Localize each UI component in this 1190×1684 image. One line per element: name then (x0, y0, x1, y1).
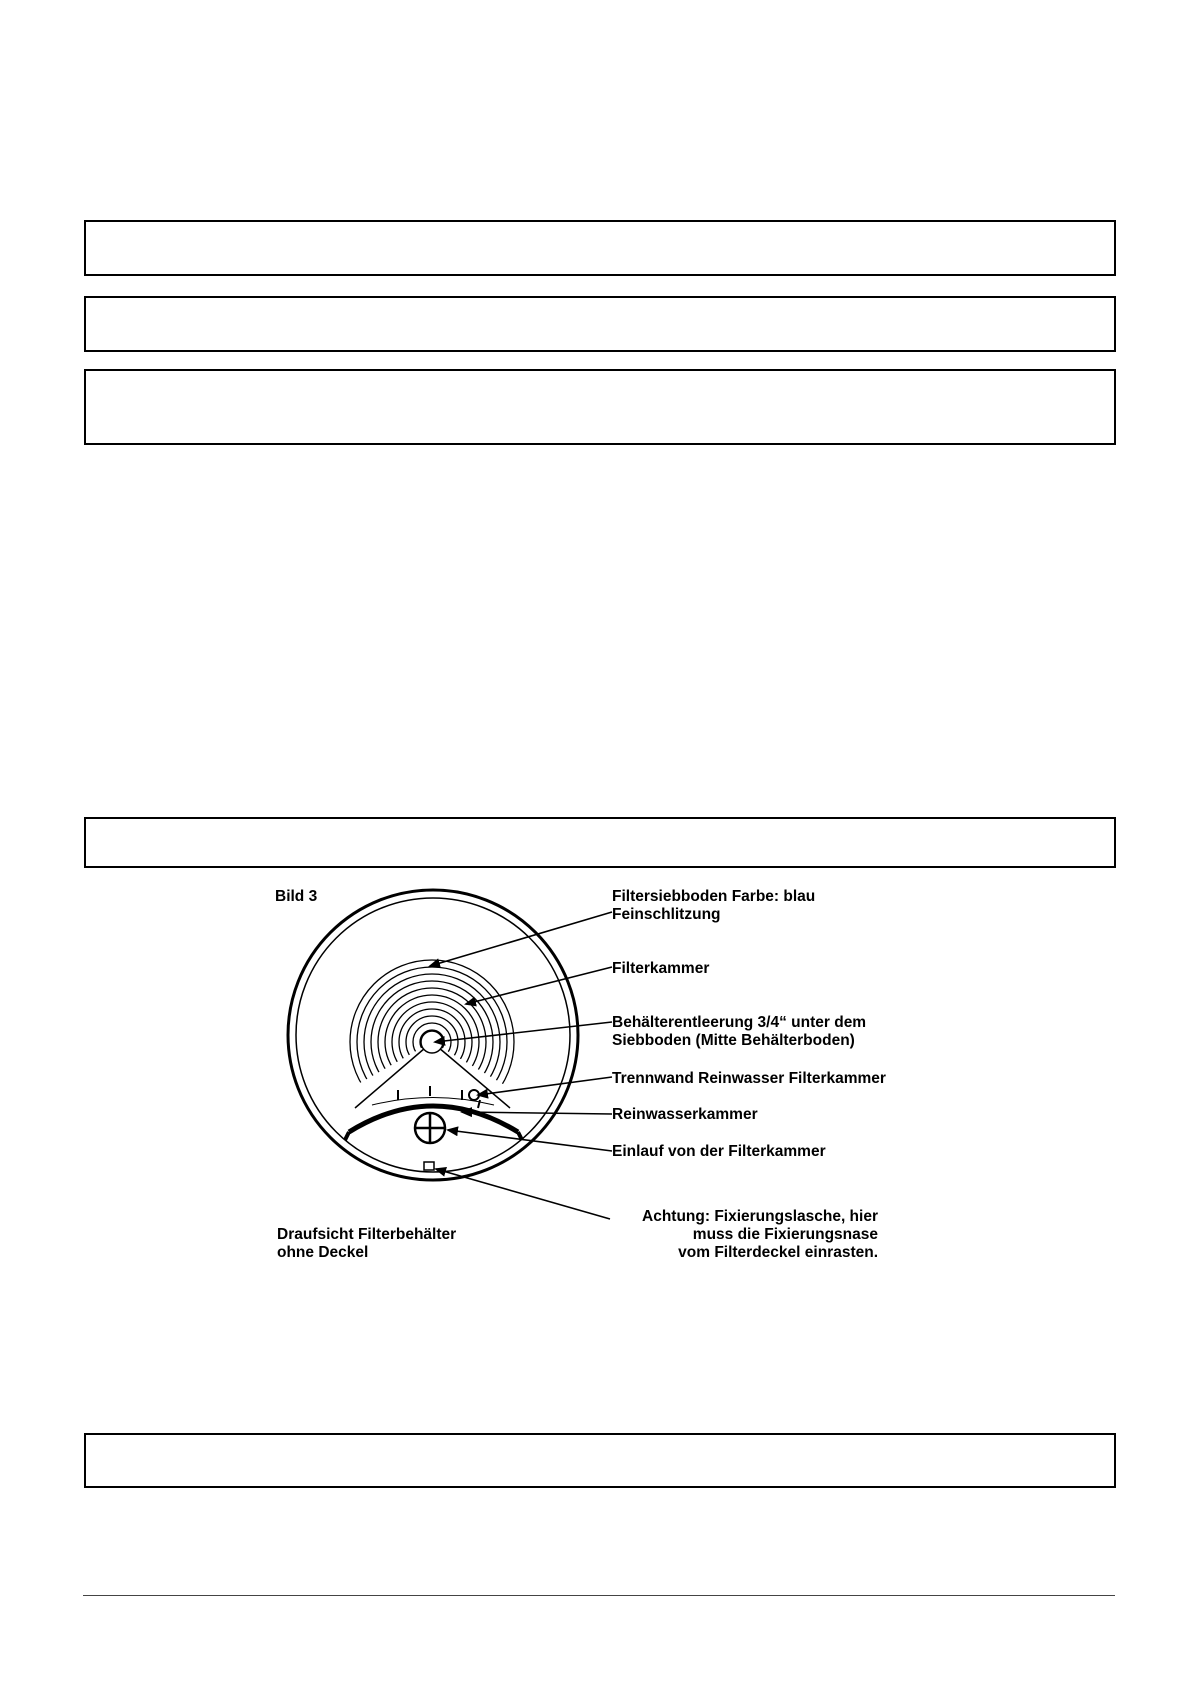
label-warning-line3: vom Filterdeckel einrasten. (678, 1244, 878, 1261)
label-filter-chamber: Filterkammer (612, 960, 710, 977)
label-drain-line1: Behälterentleerung 3/4“ unter dem (612, 1014, 867, 1031)
inlet-symbol (415, 1113, 445, 1143)
label-topview-line1: Draufsicht Filterbehälter (277, 1226, 457, 1243)
label-topview-line2: ohne Deckel (277, 1244, 369, 1261)
label-warning-line2: muss die Fixierungsnase (692, 1226, 878, 1243)
label-filter-sieve-line1: Filtersiebboden Farbe: blau (612, 888, 816, 905)
label-warning-line1: Achtung: Fixierungslasche, hier (642, 1208, 878, 1225)
partition-knob (469, 1090, 479, 1100)
label-filter-sieve-line2: Feinschlitzung (612, 906, 721, 923)
label-partition: Trennwand Reinwasser Filterkammer (612, 1070, 886, 1087)
footer-rule (83, 1595, 1115, 1596)
label-drain-line2: Siebboden (Mitte Behälterboden) (612, 1032, 855, 1049)
fixation-tab (424, 1162, 434, 1170)
label-inlet: Einlauf von der Filterkammer (612, 1143, 826, 1160)
label-clean-water-chamber: Reinwasserkammer (612, 1106, 758, 1123)
figure-caption: Bild 3 (275, 888, 318, 905)
